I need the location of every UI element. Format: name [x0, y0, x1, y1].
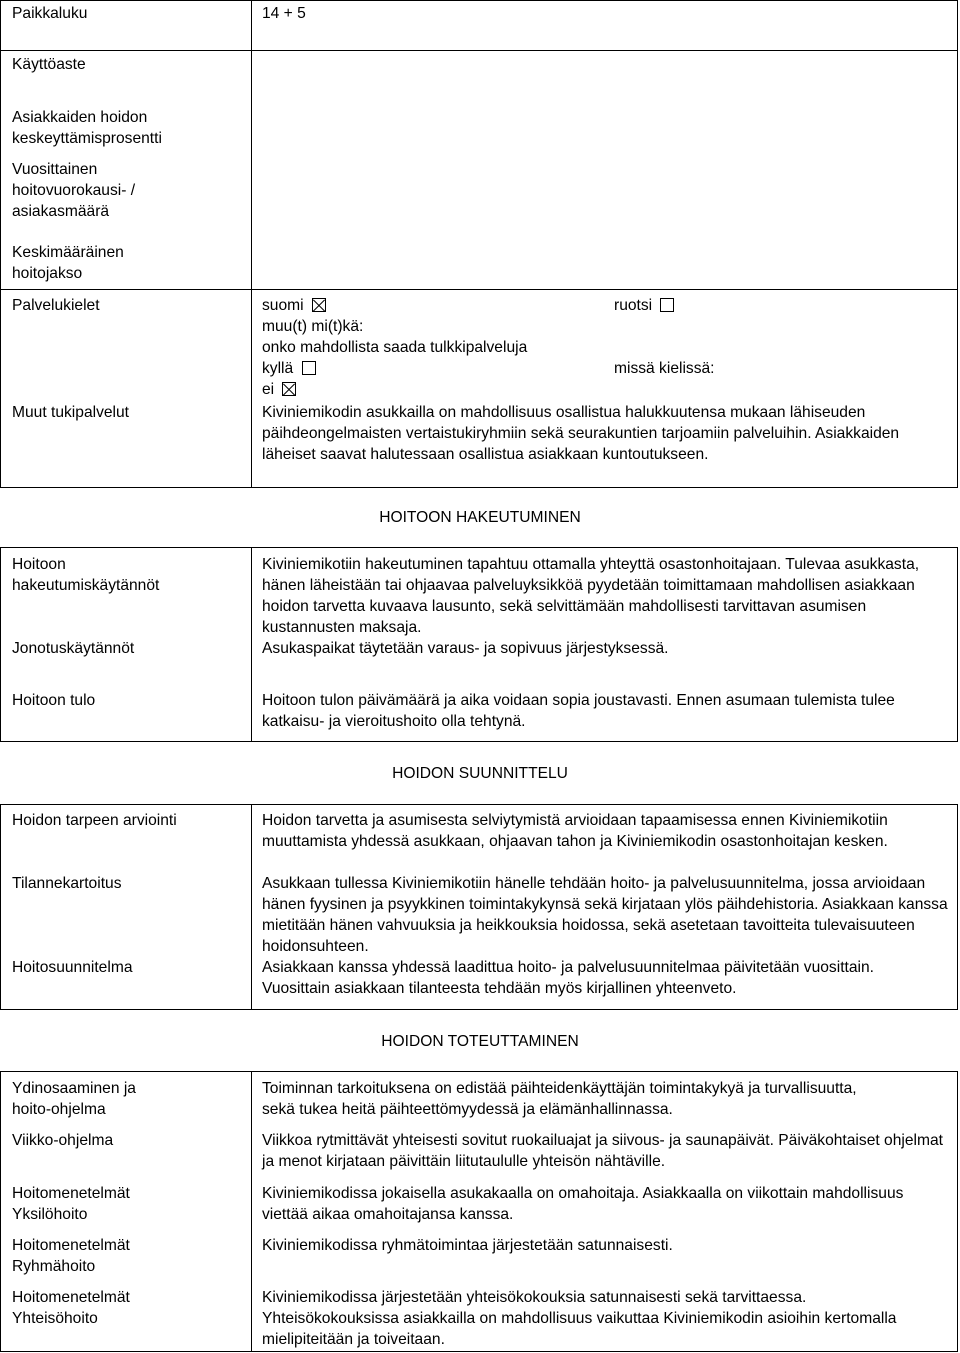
muut-kielet-label: muu(t) mi(t)kä: [262, 318, 364, 335]
rule [0, 547, 958, 548]
ydinosaaminen-text: Toiminnan tarkoituksena on edistää päihteidenkäyttäjän toimintakykyä ja turvallisuutta, sekä tukea heitä päihteettömyydessä ja elämänhallinnassa. [262, 1080, 857, 1118]
viikko-ohjelma-text: Viikkoa rytmittävät yhteisesti sovitut ruokailuajat ja siivous- ja saunapäivät. Päiväkohtaiset ohjelmat ja menot kirjataan päivittäin liitutaululle yhteisön nähtäville. [262, 1132, 943, 1170]
rule [0, 50, 958, 51]
kylla-label: kyllä [262, 360, 294, 377]
kylla-checkbox[interactable] [302, 361, 316, 375]
viikko-ohjelma-label: Viikko-ohjelma [12, 1132, 114, 1149]
rule [251, 1071, 252, 1352]
yksilohoito-text: Kiviniemikodissa jokaisella asukakaalla on omahoitaja. Asiakkaalla on viikottain mahdollisuus viettää aikaa omahoitajansa kanssa. [262, 1185, 904, 1223]
jonotus-label: Jonotuskäytännöt [12, 640, 135, 657]
rule [0, 741, 958, 742]
rule [0, 547, 1, 742]
rule [0, 0, 958, 1]
ruotsi-label: ruotsi [614, 297, 653, 314]
missa-kielissa-label: missä kielissä: [614, 360, 715, 377]
hoitomenetelma-name: Ryhmähoito [12, 1258, 96, 1275]
yksilohoito-label [12, 1183, 247, 1225]
tulkki-ei [262, 379, 296, 400]
hoitomenetelma-name: Yksilöhoito [12, 1206, 88, 1223]
hakeutumiskaytannot-text: Kiviniemikotiin hakeutuminen tapahtuu ottamalla yhteyttä osastonhoitajaan. Tulevaa asukkasta, hänen läheistään tai ohjaavaa palveluyksikköä pyydetään toimittamaan mahdollisen asiakkaan hoidon tarvetta kuvaava lausunto, sekä selvittämään mahdollisesti tarvittavan asumisen kustannusten maksaja. [262, 556, 920, 636]
rule [251, 0, 252, 487]
rule [0, 1071, 1, 1352]
hoitomenetelmat-title: Hoitomenetelmät [12, 1289, 130, 1306]
rule [251, 547, 252, 742]
yhteisohoito-text: Kiviniemikodissa järjestetään yhteisökokouksia satunnaisesti sekä tarvittaessa. Yhteisökokouksissa asiakkailla on mahdollisuus vaikuttaa Kiviniemikodin asioihin kertomalla mielipiteitään ja toiveitaan. [262, 1289, 897, 1348]
hoitoon-tulo-label: Hoitoon tulo [12, 692, 96, 709]
hoitomenetelmat-title: Hoitomenetelmät [12, 1237, 130, 1254]
suomi-checkbox[interactable] [312, 298, 326, 312]
kayttoaste-label: Käyttöaste [12, 56, 86, 73]
rule [0, 0, 1, 487]
vuosittainen-label: Vuosittainen hoitovuorokausi- / asiakasmäärä [12, 161, 136, 220]
hoitomenetelmat-title: Hoitomenetelmät [12, 1185, 130, 1202]
lang-suomi [262, 295, 326, 316]
tukipalvelut-text: Kiviniemikodin asukkailla on mahdollisuus osallistua halukkuutensa mukaan lähiseuden päihdeongelmaisten vertaistukiryhmiin sekä seurakuntien tarjoamiin palveluihin. Asiakkaiden läheiset saavat halutessaan osallistua asiakkaan kuntoutukseen. [262, 404, 900, 463]
section-heading-suunnittelu: HOIDON SUUNNITTELU [392, 765, 568, 782]
paikkaluku-value: 14 + 5 [262, 5, 306, 22]
paikkaluku-label: Paikkaluku [12, 5, 88, 22]
hoitojakso-label: Keskimääräinen hoitojakso [12, 244, 124, 282]
tilannekartoitus-label: Tilannekartoitus [12, 875, 122, 892]
rule [251, 804, 252, 1010]
keskeyttamis-label: Asiakkaiden hoidon keskeyttämisprosentti [12, 109, 162, 147]
rule [957, 0, 958, 487]
tulkki-question: onko mahdollista saada tulkkipalveluja [262, 339, 528, 356]
rule [0, 804, 958, 805]
tilannekartoitus-text: Asukkaan tullessa Kiviniemikotiin hänelle tehdään hoito- ja palvelusuunnitelma, jossa arvioidaan hänen fyysinen ja psyykkinen toimintakykynsä sekä kirjataan ylös päihdehistoria. Asiakkaan kanssa mietitään hänen vahvuuksia ja heikkouksia hoidossa, sekä asetetaan tavoitteita tulevaisuuteen hoidonsuhteen. [262, 875, 948, 955]
hakeutumiskaytannot-label: Hoitoon hakeutumiskäytännöt [12, 556, 160, 594]
section-heading-hakeutuminen: HOITOON HAKEUTUMINEN [379, 509, 581, 526]
rule [957, 547, 958, 742]
ryhmahoito-text: Kiviniemikodissa ryhmätoimintaa järjestetään satunnaisesti. [262, 1237, 673, 1254]
yhteisohoito-label [12, 1287, 247, 1329]
ei-label: ei [262, 381, 275, 398]
ei-checkbox[interactable] [282, 382, 296, 396]
rule [0, 1009, 958, 1010]
section-heading-toteuttaminen: HOIDON TOTEUTTAMINEN [381, 1033, 579, 1050]
ydinosaaminen-label: Ydinosaaminen ja hoito-ohjelma [12, 1080, 136, 1118]
tukipalvelut-label: Muut tukipalvelut [12, 404, 130, 421]
rule [0, 1071, 958, 1072]
palvelukielet-label: Palvelukielet [12, 297, 100, 314]
hoitoon-tulo-text: Hoitoon tulon päivämäärä ja aika voidaan sopia joustavasti. Ennen asumaan tulemista tulee katkaisu- ja vieroitushoito olla tehtynä. [262, 692, 895, 730]
rule [957, 1071, 958, 1352]
rule [0, 487, 958, 488]
ryhmahoito-label [12, 1235, 247, 1277]
suomi-label: suomi [262, 297, 304, 314]
hoitosuunnitelma-label: Hoitosuunnitelma [12, 959, 133, 976]
hoitomenetelma-name: Yhteisöhoito [12, 1310, 98, 1327]
rule [0, 804, 1, 1010]
rule [957, 804, 958, 1010]
jonotus-text: Asukaspaikat täytetään varaus- ja sopivuus järjestyksessä. [262, 640, 669, 657]
lang-ruotsi [614, 295, 674, 316]
tarpeen-arviointi-label: Hoidon tarpeen arviointi [12, 812, 177, 829]
hoitosuunnitelma-text: Asiakkaan kanssa yhdessä laadittua hoito- ja palvelusuunnitelmaa päivitetään vuosittain. Vuosittain asiakkaan tilanteesta tehdään myös kirjallinen yhteenveto. [262, 959, 875, 997]
rule [0, 289, 958, 290]
rule [0, 1351, 958, 1352]
tarpeen-arviointi-text: Hoidon tarvetta ja asumisesta selviytymistä arvioidaan tapaamisessa ennen Kiviniemikotiin muuttamista yhdessä asukkaan, ohjaavan tahon ja Kiviniemikodin osastonhoitajan kesken. [262, 812, 888, 850]
tulkki-kylla [262, 358, 316, 379]
ruotsi-checkbox[interactable] [660, 298, 674, 312]
